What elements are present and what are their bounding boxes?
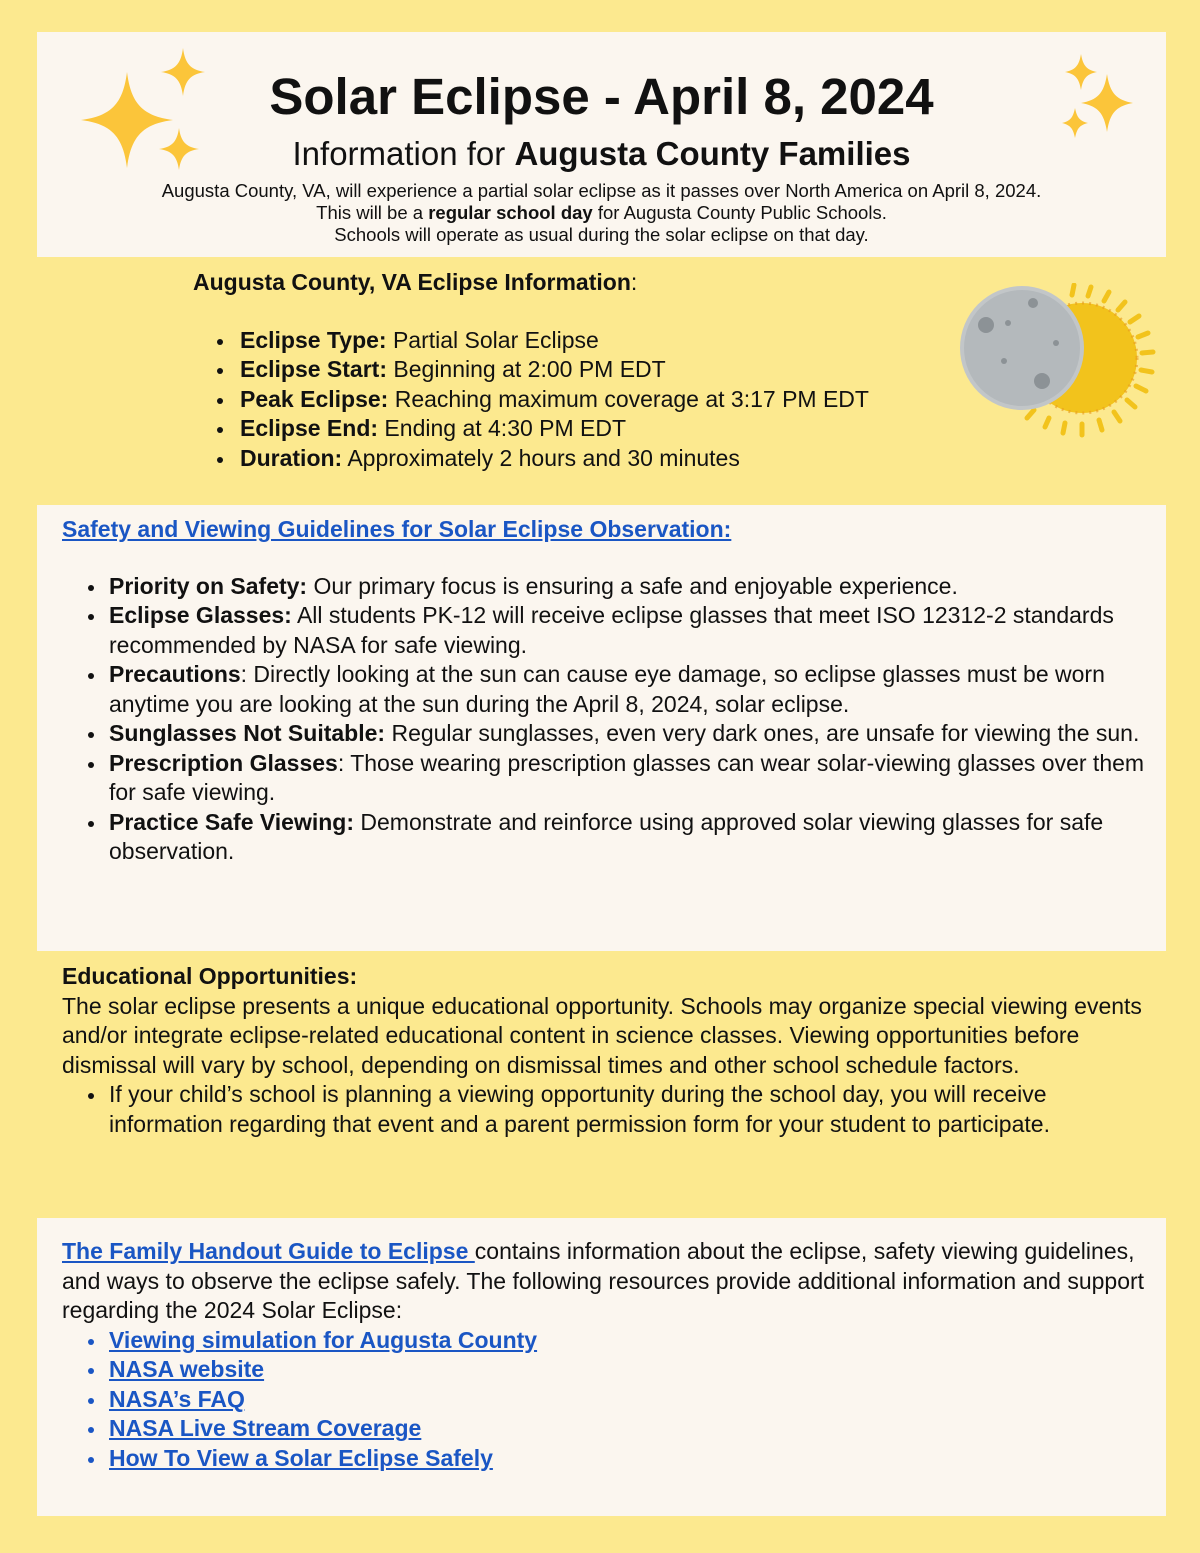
list-item xyxy=(62,749,1147,808)
item-label: Peak Eclipse: xyxy=(240,385,389,412)
list-item: If your child’s school is planning a viewing opportunity during the school day, you will receive information regarding that event and a parent permission form for your student to participate. xyxy=(62,1080,1152,1139)
intro-line-2 xyxy=(37,202,1166,224)
item-value: Beginning at 2:00 PM EDT xyxy=(387,356,666,382)
item-label: Eclipse End: xyxy=(240,415,379,441)
intro-line-2-bold: regular school day xyxy=(428,202,593,223)
education-heading xyxy=(62,962,1152,992)
nasa-faq-link[interactable]: NASA’s FAQ xyxy=(109,1385,245,1412)
intro-line-2-suffix: for Augusta County Public Schools. xyxy=(592,202,887,223)
item-text: : Directly looking at the sun can cause eye damage, so eclipse glasses must be worn anytime you are looking at the sun during the April 8, 2024, solar eclipse. xyxy=(109,661,1105,717)
header-panel xyxy=(37,32,1166,257)
eclipse-info-heading-text: Augusta County, VA Eclipse Information xyxy=(193,269,631,295)
list-item xyxy=(62,1385,1152,1415)
how-to-view-safely-link[interactable]: How To View a Solar Eclipse Safely xyxy=(109,1444,493,1471)
guidelines-list xyxy=(62,572,1147,867)
nasa-live-stream-link[interactable]: NASA Live Stream Coverage xyxy=(109,1415,422,1441)
list-item xyxy=(62,719,1147,749)
education-list xyxy=(62,1080,1152,1139)
list-item xyxy=(193,385,1013,415)
list-item xyxy=(62,572,1147,602)
list-item xyxy=(193,444,1013,474)
eclipse-info-list xyxy=(193,326,1013,474)
eclipse-info xyxy=(193,268,1013,473)
page-title: Solar Eclipse - April 8, 2024 xyxy=(269,68,934,125)
intro-text xyxy=(37,180,1166,246)
item-text: : Those wearing prescription glasses can wear solar-viewing glasses over them for safe viewing. xyxy=(109,749,1145,805)
education-body: The solar eclipse presents a unique educational opportunity. Schools may organize special viewing events and/or integrate eclipse-related educational content in science classes. Viewing opportunities before dismissal will vary by school, depending on dismissal times and other school schedule factors. xyxy=(62,992,1142,1078)
list-item xyxy=(62,601,1147,660)
item-text: Our primary focus is ensuring a safe and enjoyable experience. xyxy=(307,572,958,599)
list-item xyxy=(62,1414,1152,1444)
family-handout-link[interactable]: The Family Handout Guide to Eclipse xyxy=(62,1238,475,1264)
item-value: Reaching maximum coverage at 3:17 PM EDT xyxy=(388,385,869,412)
item-label: Eclipse Start: xyxy=(240,356,387,382)
item-label: Eclipse Type: xyxy=(240,326,387,353)
item-label: Priority on Safety: xyxy=(109,572,308,599)
viewing-simulation-link[interactable]: Viewing simulation for Augusta County xyxy=(109,1326,538,1353)
item-label: Duration: xyxy=(240,444,343,471)
education-heading-text: Educational Opportunities: xyxy=(62,963,358,989)
list-item xyxy=(193,414,1013,444)
item-text: Regular sunglasses, even very dark ones, are unsafe for viewing the sun. xyxy=(385,720,1140,746)
list-item xyxy=(62,808,1147,867)
list-item xyxy=(62,660,1147,719)
resources-intro-text: contains information about the eclipse, safety viewing guidelines, and ways to observe the eclipse safely. The following resources provide additional information and support regarding the 2024 Solar Eclipse: xyxy=(62,1238,1145,1323)
resources-intro xyxy=(62,1237,1152,1326)
item-label: Precautions xyxy=(109,661,241,687)
page-subtitle xyxy=(37,134,1166,174)
intro-line-1: Augusta County, VA, will experience a partial solar eclipse as it passes over North America on April 8, 2024. xyxy=(161,180,1042,201)
eclipse-info-heading xyxy=(193,268,1013,298)
item-text: All students PK-12 will receive eclipse glasses that meet ISO 12312-2 standards recommended by NASA for safe viewing. xyxy=(109,602,1114,658)
resources-link-list xyxy=(62,1326,1152,1474)
eclipse-illustration-icon xyxy=(960,283,1160,453)
educational-opportunities xyxy=(62,962,1152,1139)
item-value: Ending at 4:30 PM EDT xyxy=(378,415,627,441)
list-item xyxy=(193,355,1013,385)
intro-line-3: Schools will operate as usual during the solar eclipse on that day. xyxy=(334,224,869,245)
guidelines-title-link[interactable]: Safety and Viewing Guidelines for Solar Eclipse Observation: xyxy=(62,516,732,542)
resources-panel xyxy=(37,1218,1166,1516)
item-label: Prescription Glasses xyxy=(109,749,338,776)
safety-guidelines-panel xyxy=(37,505,1166,951)
eclipse-info-heading-colon: : xyxy=(630,269,638,295)
subtitle-bold: Augusta County Families xyxy=(514,135,911,172)
guidelines-title xyxy=(62,515,1147,545)
list-item xyxy=(62,1326,1152,1356)
item-label: Eclipse Glasses: xyxy=(109,602,292,628)
list-item xyxy=(193,326,1013,356)
item-value: Approximately 2 hours and 30 minutes xyxy=(342,444,740,471)
nasa-website-link[interactable]: NASA website xyxy=(109,1356,265,1382)
subtitle-prefix: Information for xyxy=(292,135,515,172)
item-value: Partial Solar Eclipse xyxy=(386,326,599,353)
item-label: Sunglasses Not Suitable: xyxy=(109,720,386,746)
item-text: Demonstrate and reinforce using approved solar viewing glasses for safe observation. xyxy=(109,808,1104,864)
list-item xyxy=(62,1444,1152,1474)
item-label: Practice Safe Viewing: xyxy=(109,808,355,835)
list-item xyxy=(62,1355,1152,1385)
intro-line-2-prefix: This will be a xyxy=(316,202,429,223)
